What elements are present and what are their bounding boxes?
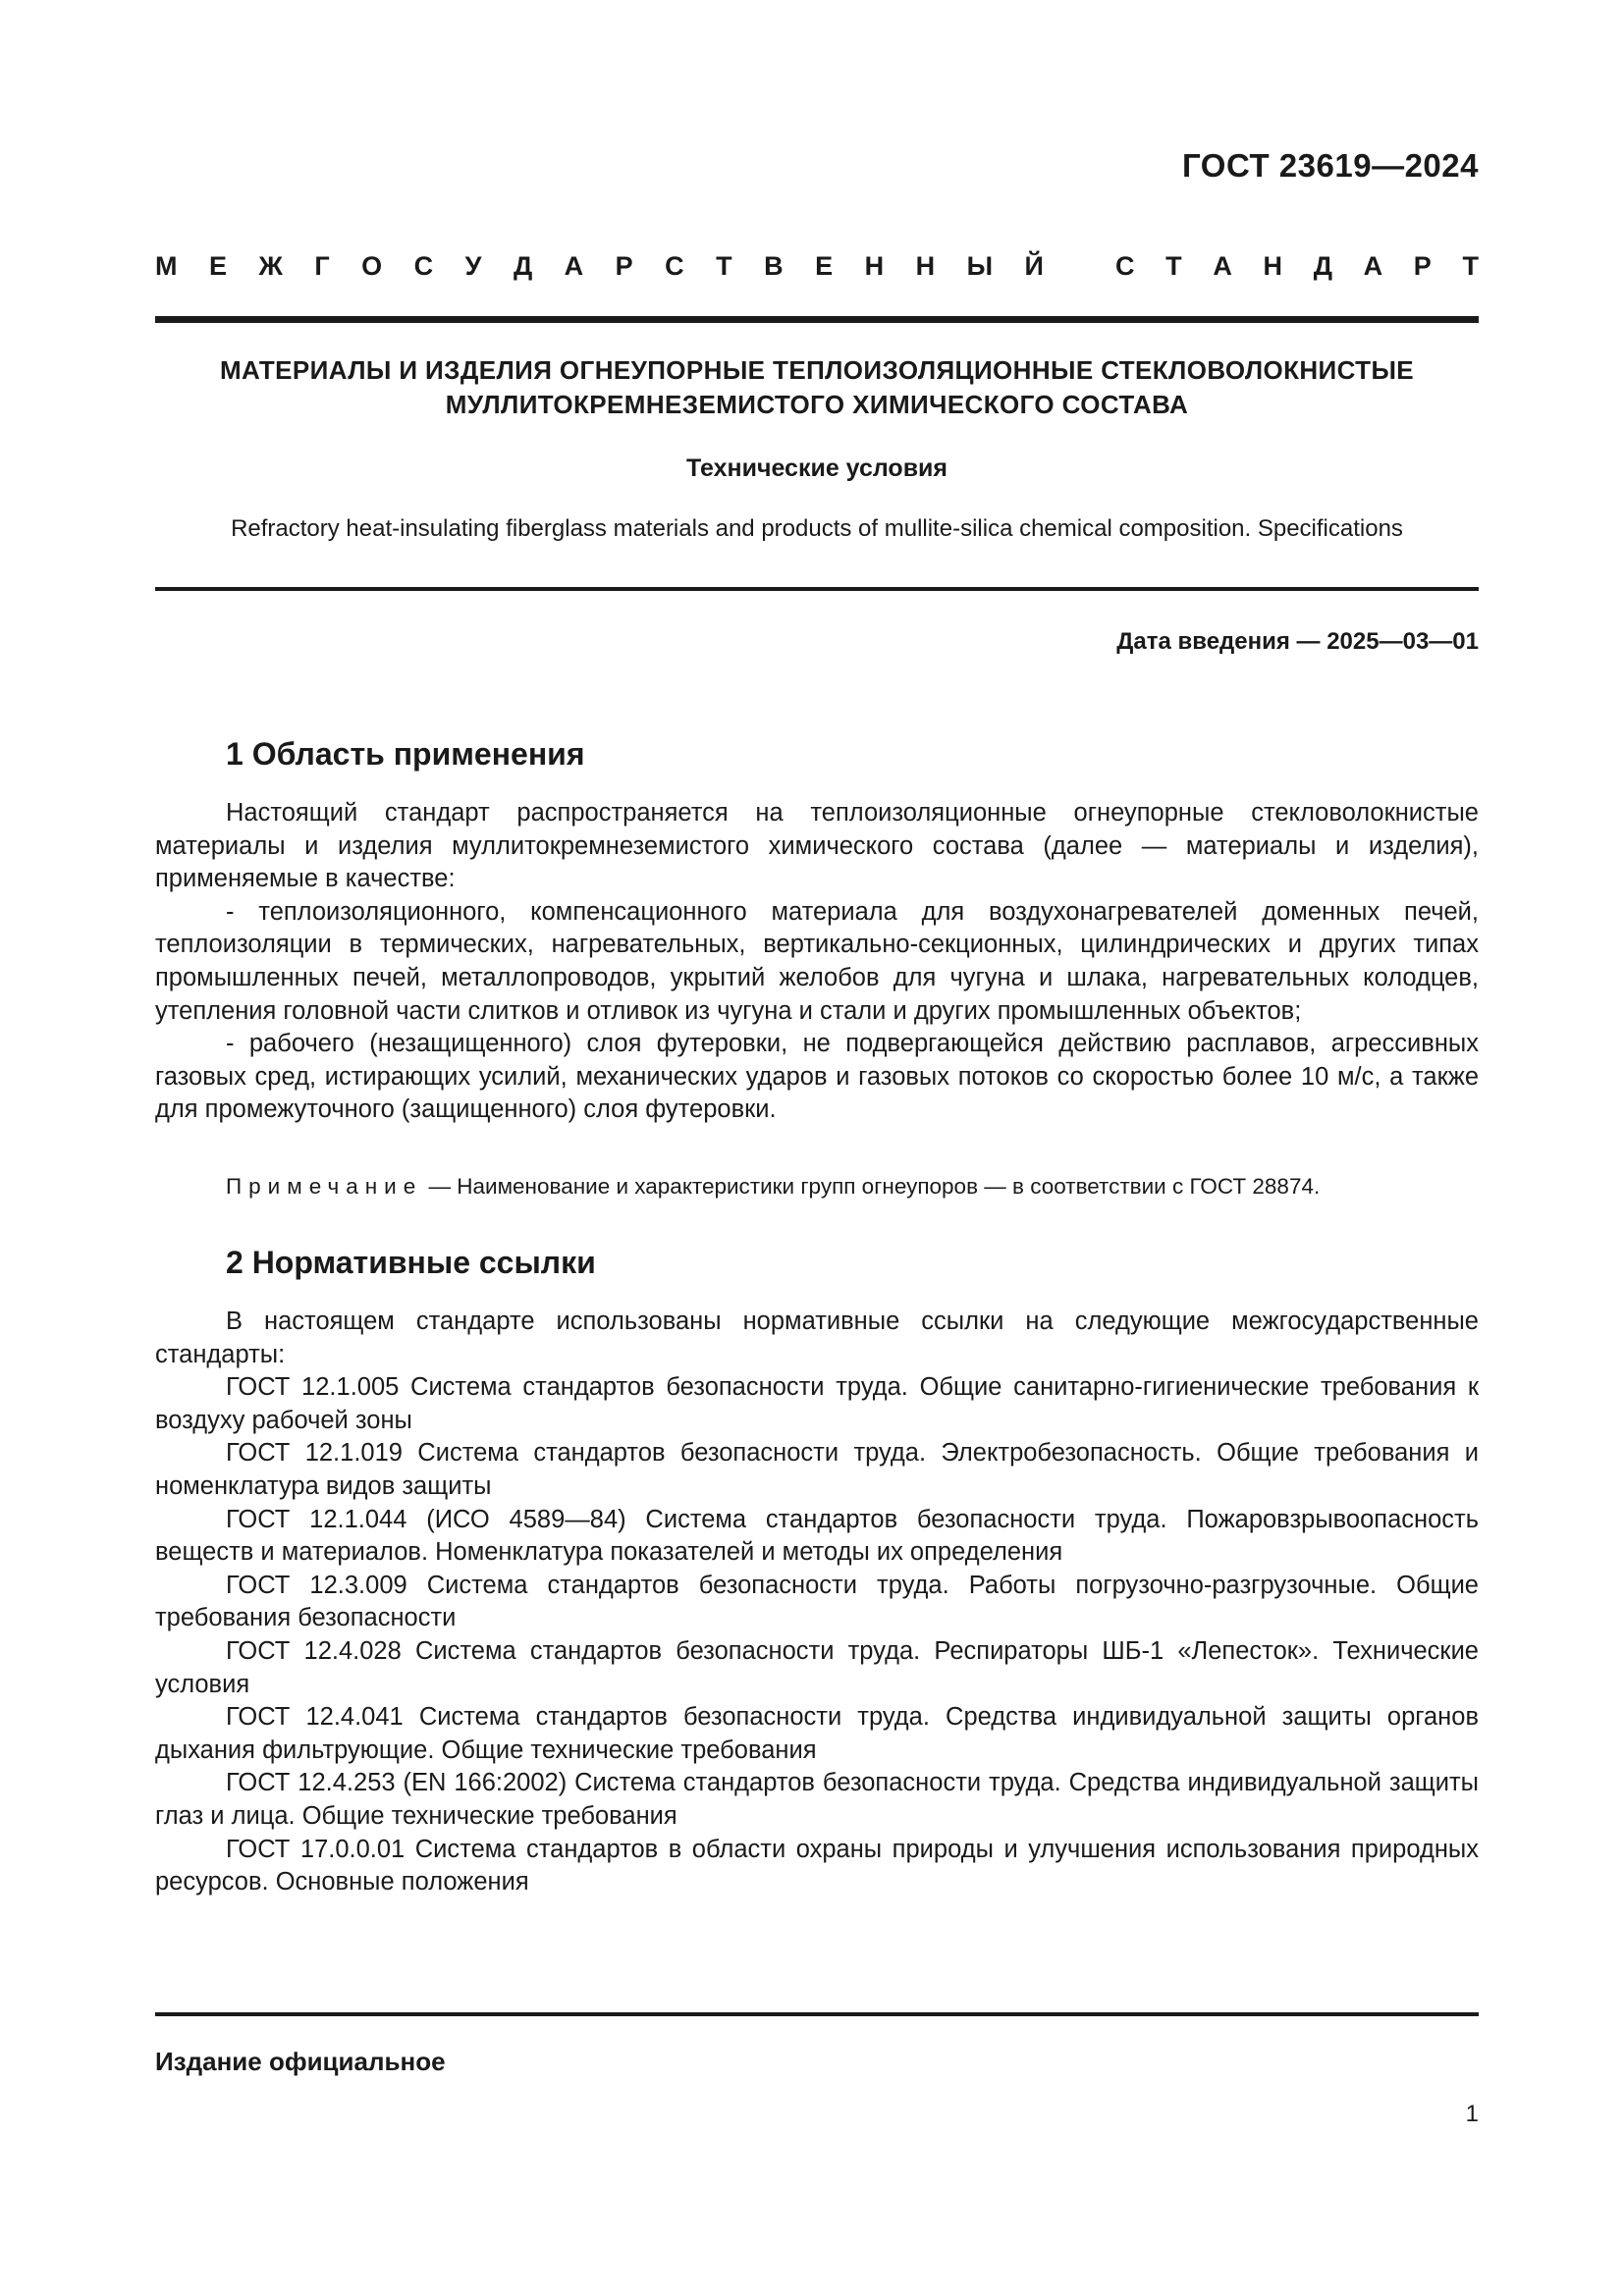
- letter: Й: [1024, 251, 1044, 281]
- letter: Н: [1263, 251, 1283, 281]
- letter: Н: [864, 251, 885, 281]
- section-1-body: [155, 797, 1479, 1127]
- header-divider: [155, 316, 1479, 323]
- introduction-date: Дата введения — 2025—03—01: [1116, 628, 1479, 655]
- letter: В: [764, 251, 784, 281]
- reference-item: ГОСТ 12.4.028 Система стандартов безопасности труда. Респираторы ШБ-1 «Лепесток». Технические условия: [155, 1636, 1479, 1698]
- document-subtitle: Технические условия: [685, 454, 948, 482]
- reference-item: ГОСТ 12.1.005 Система стандартов безопасности труда. Общие санитарно-гигиенические требования к воздуху рабочей зоны: [155, 1373, 1479, 1434]
- section-2-heading: 2 Нормативные ссылки: [226, 1245, 596, 1280]
- letter: Т: [1165, 251, 1182, 281]
- section-2-body: [155, 1306, 1479, 1899]
- reference-item: ГОСТ 12.4.041 Система стандартов безопасности труда. Средства индивидуальной защиты органов дыхания фильтрующие. Общие технические требования: [155, 1703, 1479, 1764]
- letter: Р: [1413, 251, 1432, 281]
- letter: Г: [314, 251, 330, 281]
- letter: Р: [615, 251, 633, 281]
- english-title: Refractory heat-insulating fiberglass materials and products of mullite-silica chemical composition. Specifications: [231, 515, 1403, 542]
- letter: Е: [208, 251, 227, 281]
- paragraph: - теплоизоляционного, компенсационного материала для воздухонагревателей доменных печей, теплоизоляции в термических, нагревательных, вертикально-секционных, цилиндрических и других типах промышленных печей, металлопроводов, укрытий желобов для чугуна и шлака, нагревательных колодцев, утепления головной части слитков и отливок из чугуна и стали и других промышленных объектов;: [155, 897, 1479, 1025]
- section-1-heading: 1 Область применения: [226, 736, 585, 772]
- note-label: Примечание: [226, 1174, 423, 1199]
- letter: С: [665, 251, 684, 281]
- page-number: 1: [1465, 2101, 1479, 2127]
- letter: Т: [1462, 251, 1479, 281]
- standard-type-word-1: [155, 251, 1044, 282]
- standard-type-word-2: [1115, 251, 1479, 282]
- letter: У: [464, 251, 482, 281]
- reference-item: ГОСТ 12.4.253 (EN 166:2002) Система стандартов безопасности труда. Средства индивидуальной защиты глаз и лица. Общие технические требования: [155, 1769, 1479, 1830]
- letter: А: [1213, 251, 1232, 281]
- document-number: ГОСТ 23619—2024: [1182, 147, 1479, 184]
- title-divider: [155, 587, 1479, 591]
- letter: О: [361, 251, 383, 281]
- letter: Е: [815, 251, 834, 281]
- reference-item: ГОСТ 12.3.009 Система стандартов безопасности труда. Работы погрузочно-разгрузочные. Общие требования безопасности: [155, 1571, 1479, 1632]
- official-edition-label: Издание официальное: [155, 2047, 446, 2076]
- reference-item: ГОСТ 12.1.019 Система стандартов безопасности труда. Электробезопасность. Общие требования и номенклатура видов защиты: [155, 1439, 1479, 1500]
- letter: Ы: [966, 251, 994, 281]
- letter: А: [1363, 251, 1383, 281]
- letter: Ж: [258, 251, 283, 281]
- note-text: — Наименование и характеристики групп огнеупоров — в соответствии с ГОСТ 28874.: [422, 1174, 1321, 1199]
- footer-divider: [155, 2012, 1479, 2016]
- title-line-2: МУЛЛИТОКРЕМНЕЗЕМИСТОГО ХИМИЧЕСКОГО СОСТАВА: [445, 390, 1189, 419]
- letter: Д: [513, 251, 533, 281]
- letter: А: [564, 251, 584, 281]
- standard-type-banner: [155, 251, 1479, 282]
- reference-item: ГОСТ 12.1.044 (ИСО 4589—84) Система стандартов безопасности труда. Пожаровзрывоопасность веществ и материалов. Номенклатура показателей и методы их определения: [155, 1505, 1479, 1567]
- letter: С: [413, 251, 434, 281]
- paragraph: Настоящий стандарт распространяется на теплоизоляционные огнеупорные стекловолокнистые материалы и изделия муллитокремнеземистого химического состава (далее — материалы и изделия), применяемые в качестве:: [155, 799, 1479, 893]
- letter: Д: [1313, 251, 1332, 281]
- letter: С: [1115, 251, 1135, 281]
- document-page: [155, 0, 1479, 2296]
- paragraph: - рабочего (незащищенного) слоя футеровки, не подвергающейся действию расплавов, агрессивных газовых сред, истирающих усилий, механических ударов и газовых потоков со скоростью более 10 м/с, а также для промежуточного (защищенного) слоя футеровки.: [155, 1030, 1479, 1124]
- reference-item: ГОСТ 17.0.0.01 Система стандартов в области охраны природы и улучшения использования природных ресурсов. Основные положения: [155, 1835, 1479, 1896]
- letter: Т: [716, 251, 732, 281]
- note: [226, 1174, 1320, 1200]
- letter: Н: [915, 251, 936, 281]
- document-title: [155, 353, 1479, 422]
- letter: М: [155, 251, 178, 281]
- title-line-1: МАТЕРИАЛЫ И ИЗДЕЛИЯ ОГНЕУПОРНЫЕ ТЕПЛОИЗОЛЯЦИОННЫЕ СТЕКЛОВОЛОКНИСТЫЕ: [219, 355, 1415, 385]
- paragraph: В настоящем стандарте использованы нормативные ссылки на следующие межгосударственные стандарты:: [155, 1308, 1479, 1368]
